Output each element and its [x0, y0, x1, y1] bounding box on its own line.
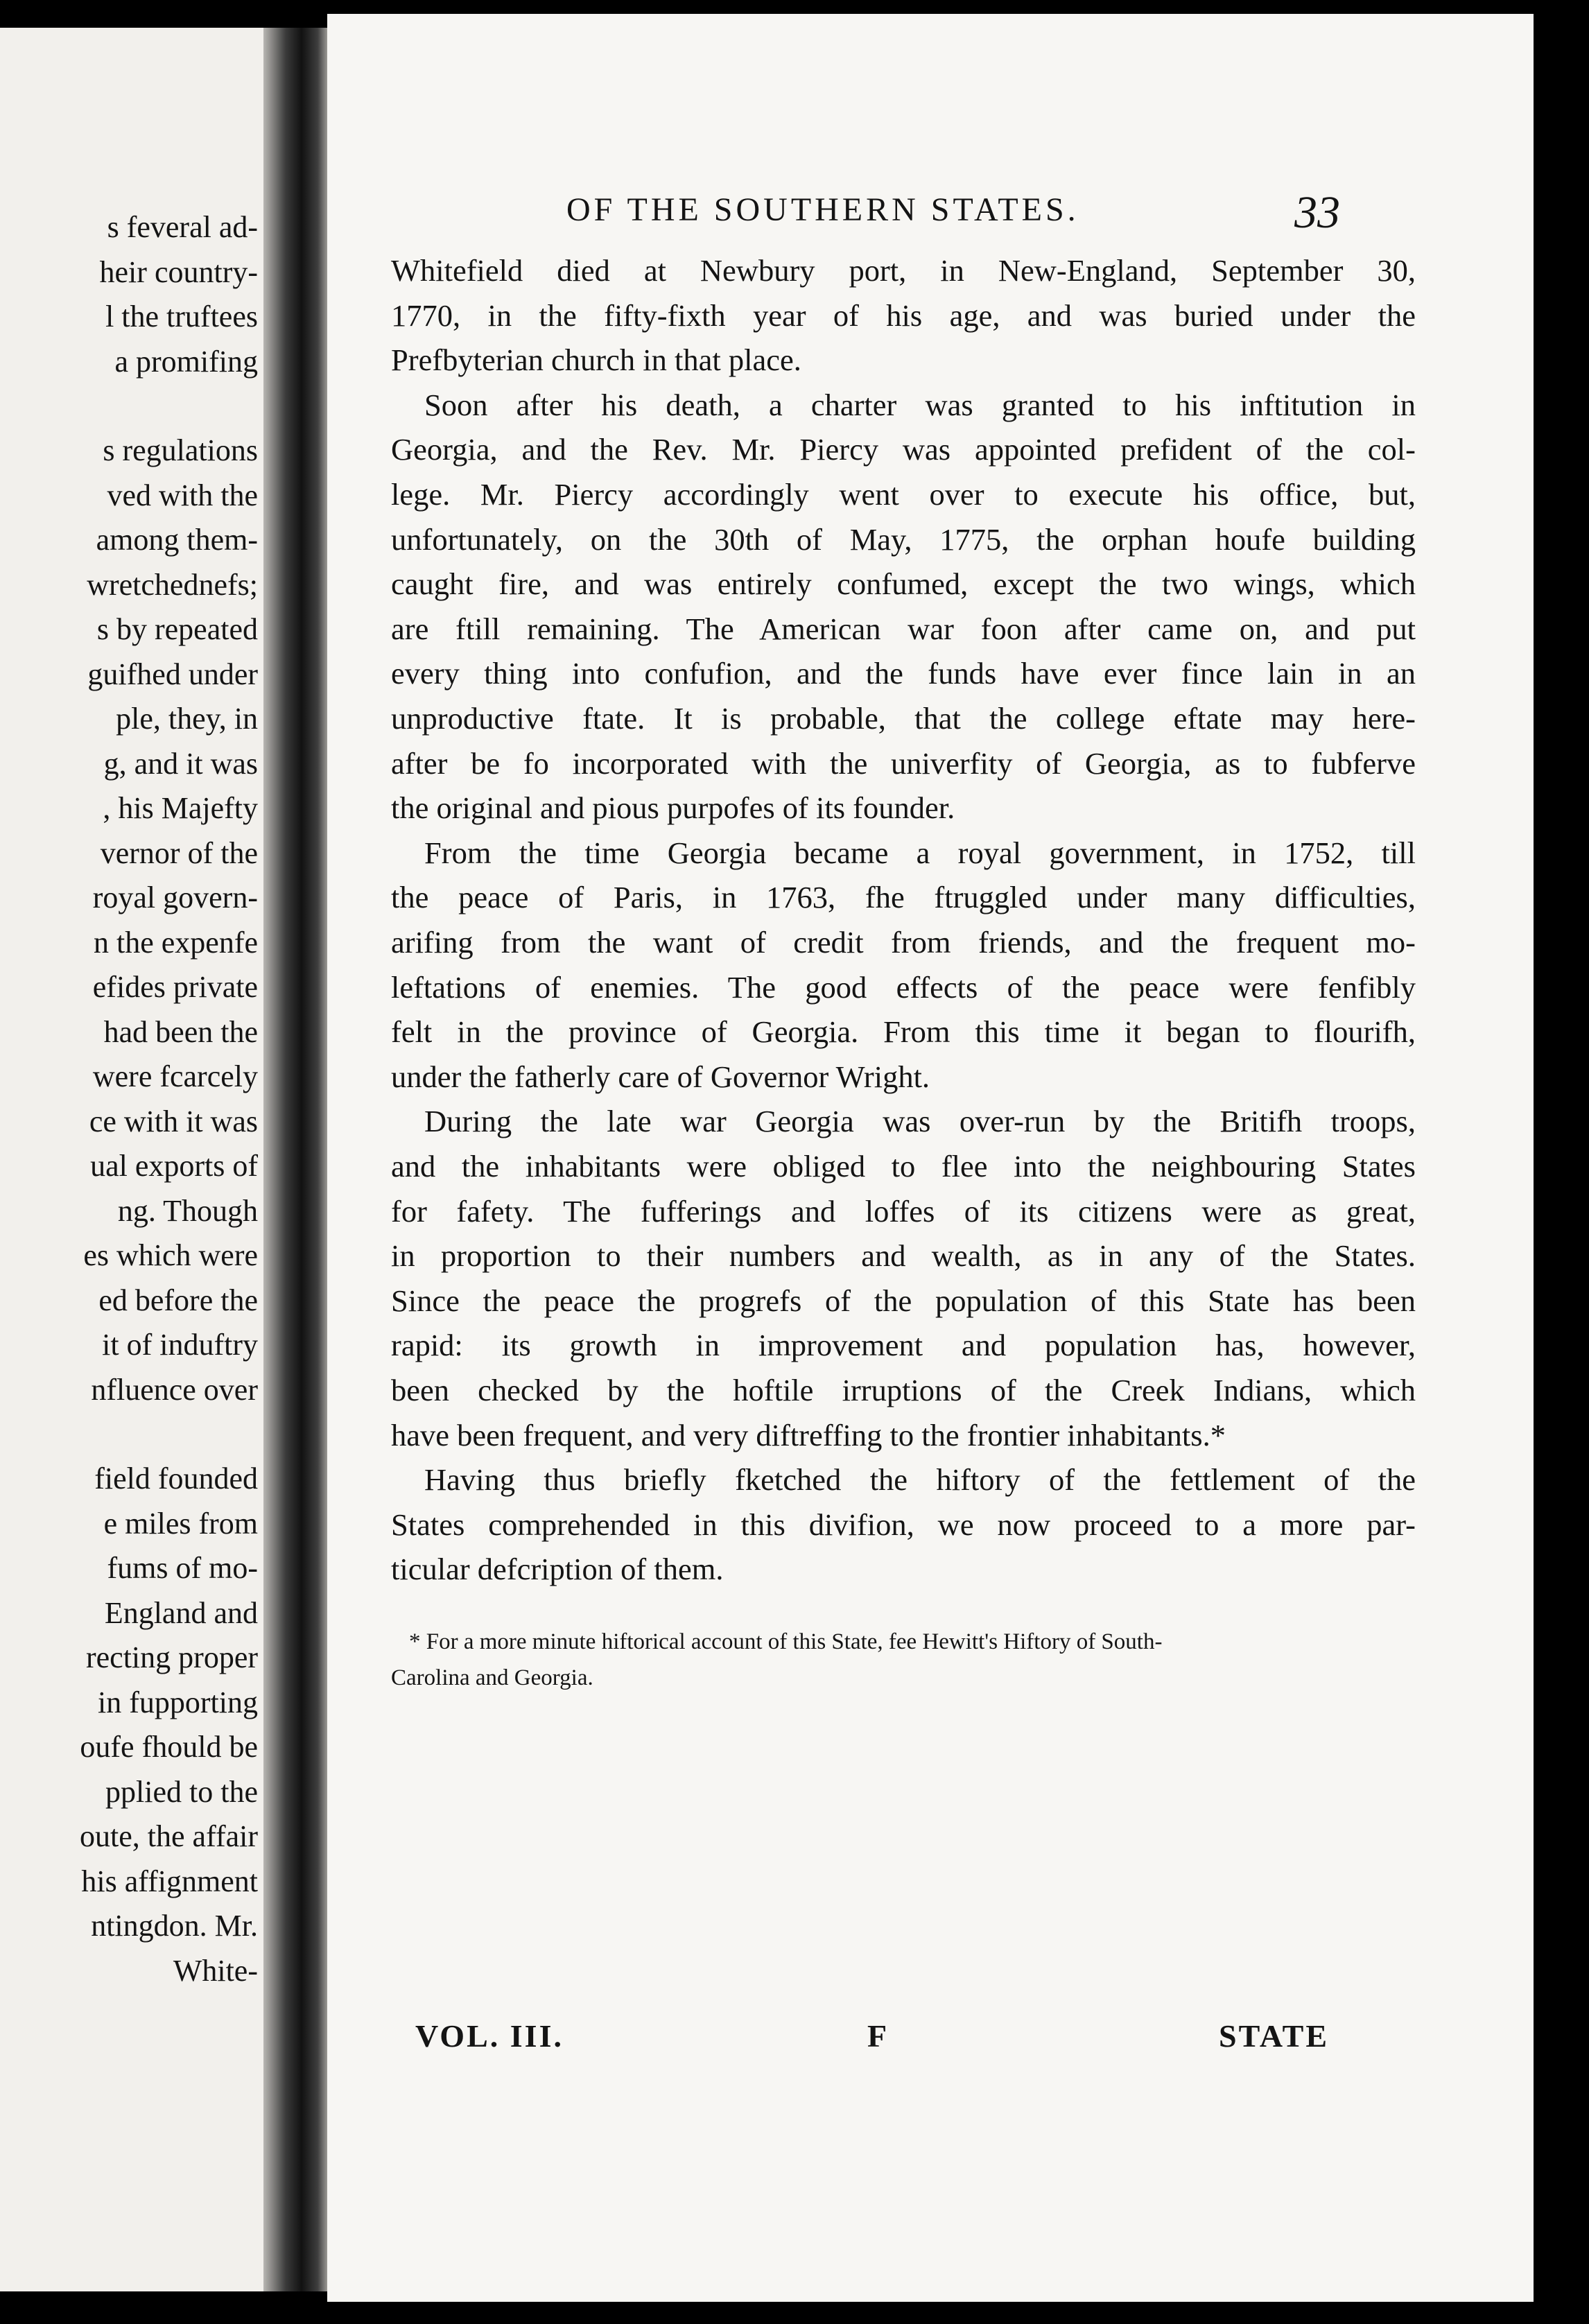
- body-line: and the inhabitants were obliged to flee into the neighbouring States: [391, 1149, 1416, 1183]
- body-line: have been frequent, and very diftreffing to the frontier inhabitants.*: [391, 1417, 1226, 1452]
- footnote-line: * For a more minute hiftorical account of this State, fee Hewitt's Hiftory of South-: [409, 1629, 1163, 1654]
- body-line: Georgia, and the Rev. Mr. Piercy was appointed prefident of the col-: [391, 432, 1416, 467]
- left-page-line: were fcarcely: [92, 1059, 258, 1093]
- left-page-fragment: [0, 28, 263, 2291]
- left-page-line: oute, the affair: [80, 1819, 258, 1853]
- left-page-line: s by repeated: [96, 612, 258, 646]
- body-line: Since the peace the progrefs of the population of this State has been: [391, 1283, 1416, 1318]
- book-gutter: [263, 28, 327, 2291]
- body-line: felt in the province of Georgia. From this time it began to flourifh,: [391, 1014, 1416, 1050]
- body-line: been checked by the hoftile irruptions of the Creek Indians, which: [391, 1373, 1416, 1407]
- catchword: STATE: [1219, 2018, 1330, 2054]
- body-line: every thing into confufion, and the funds have ever fince lain in an: [391, 656, 1416, 691]
- left-page-line: wretchednefs;: [87, 567, 258, 602]
- body-line: arifing from the want of credit from friends, and the frequent mo-: [391, 925, 1416, 960]
- left-page-line: n the expenfe: [94, 925, 258, 960]
- body-line: rapid: its growth in improvement and population has, however,: [391, 1328, 1416, 1363]
- body-line: for fafety. The fufferings and loffes of its citizens were as great,: [391, 1193, 1416, 1229]
- body-line: From the time Georgia became a royal government, in 1752, till: [424, 835, 1416, 870]
- body-line: Prefbyterian church in that place.: [391, 342, 801, 378]
- left-page-line: l the truftees: [105, 300, 258, 333]
- left-page-line: among them-: [96, 523, 258, 557]
- body-line: the peace of Paris, in 1763, fhe ftruggled under many difficulties,: [391, 880, 1416, 915]
- left-page-line: White-: [173, 1953, 258, 1988]
- body-line: under the fatherly care of Governor Wright.: [391, 1059, 930, 1094]
- body-line: in proportion to their numbers and wealth, as in any of the States.: [391, 1238, 1416, 1274]
- body-line: lege. Mr. Piercy accordingly went over to execute his office, but,: [391, 477, 1416, 512]
- left-page-line: oufe fhould be: [80, 1730, 258, 1764]
- body-line: Whitefield died at Newbury port, in New-England, September 30,: [391, 253, 1416, 288]
- body-line: Soon after his death, a charter was granted to his inftitution in: [424, 387, 1416, 422]
- left-page-line: recting proper: [86, 1640, 258, 1674]
- right-page: [327, 14, 1534, 2302]
- left-page-line: es which were: [83, 1238, 258, 1272]
- footnote-line: Carolina and Georgia.: [391, 1665, 593, 1690]
- body-line: after be fo incorporated with the univerfity of Georgia, as to fubferve: [391, 745, 1416, 781]
- left-page-line: heir country-: [99, 254, 258, 289]
- left-page-line: ple, they, in: [116, 702, 258, 736]
- left-page-line: efides private: [92, 970, 258, 1004]
- body-line: are ftill remaining. The American war foon after came on, and put: [391, 611, 1416, 646]
- body-line: ticular defcription of them.: [391, 1552, 724, 1587]
- left-page-line: in fupporting: [98, 1685, 258, 1719]
- body-line: unproductive ftate. It is probable, that the college eftate may here-: [391, 701, 1416, 736]
- left-page-line: ce with it was: [89, 1104, 258, 1138]
- left-page-line: ual exports of: [90, 1149, 258, 1183]
- left-page-line: e miles from: [103, 1506, 258, 1541]
- left-page-line: s regulations: [103, 433, 258, 467]
- left-page-line: had been the: [103, 1014, 258, 1049]
- left-page-line: his affignment: [81, 1864, 258, 1898]
- volume-label: VOL. III.: [415, 2018, 564, 2054]
- body-line: the original and pious purpofes of its founder.: [391, 790, 955, 826]
- left-page-line: pplied to the: [105, 1774, 258, 1809]
- left-page-line: , his Majefty: [103, 791, 258, 825]
- left-page-line: vernor of the: [100, 835, 258, 870]
- body-line: Having thus briefly fketched the hiftory of the fettlement of the: [424, 1462, 1416, 1498]
- body-line: States comprehended in this divifion, we now proceed to a more par-: [391, 1507, 1416, 1542]
- scan-border: [1534, 14, 1589, 2302]
- left-page-line: it of induftry: [102, 1328, 258, 1362]
- left-page-line: guifhed under: [87, 657, 258, 691]
- left-page-line: fums of mo-: [107, 1551, 258, 1585]
- signature-mark: F: [867, 2018, 889, 2054]
- left-page-line: field founded: [94, 1462, 258, 1495]
- left-page-line: g, and it was: [103, 746, 258, 781]
- body-line: During the late war Georgia was over-run by the Britifh troops,: [424, 1104, 1416, 1139]
- left-page-line: ntingdon. Mr.: [91, 1909, 258, 1943]
- left-page-line: ng. Though: [117, 1193, 258, 1228]
- left-page-line: a promifing: [114, 344, 258, 379]
- running-head-title: OF THE SOUTHERN STATES.: [566, 191, 1079, 228]
- body-line: leftations of enemies. The good effects of the peace were fenfibly: [391, 969, 1416, 1005]
- body-line: caught fire, and was entirely confumed, except the two wings, which: [391, 566, 1416, 602]
- body-line: 1770, in the fifty-fixth year of his age, and was buried under the: [391, 297, 1416, 333]
- page-number: 33: [1294, 187, 1340, 238]
- left-page-line: ved with the: [107, 478, 258, 512]
- body-line: unfortunately, on the 30th of May, 1775, the orphan houfe building: [391, 521, 1416, 557]
- left-page-line: England and: [104, 1595, 258, 1630]
- left-page-line: s feveral ad-: [107, 210, 258, 244]
- left-page-line: nfluence over: [91, 1372, 258, 1407]
- left-page-line: royal govern-: [92, 881, 258, 914]
- left-page-line: ed before the: [98, 1283, 258, 1317]
